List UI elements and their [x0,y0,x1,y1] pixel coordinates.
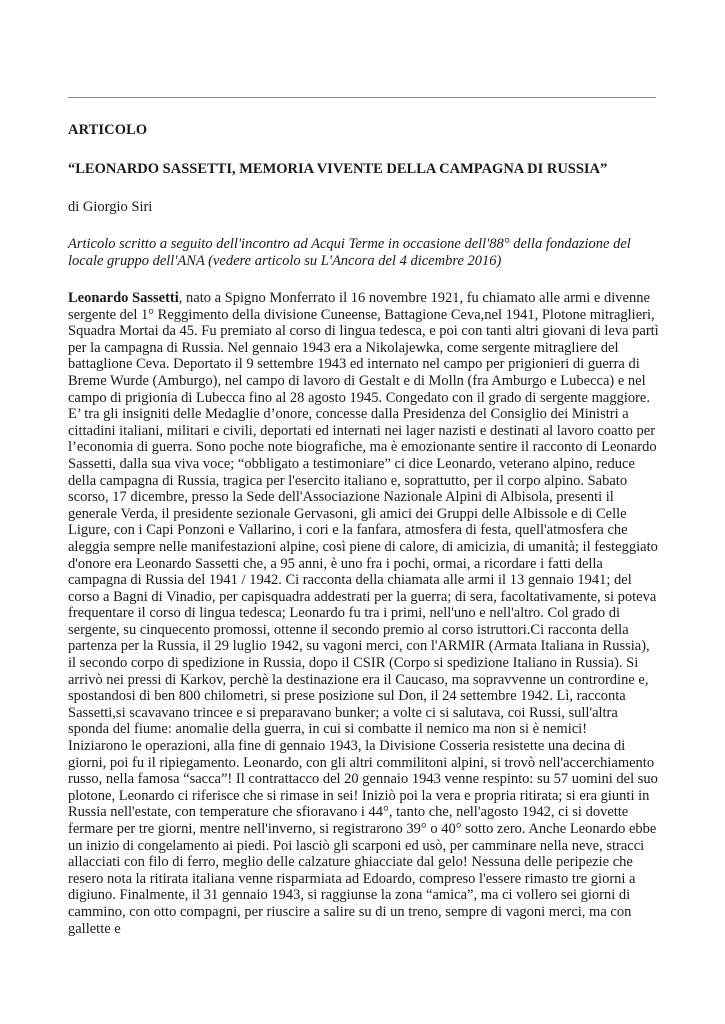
body-paragraph-1: , nato a Spigno Monferrato il 16 novembre 1921, fu chiamato alle armi e divenne sergente del 1° Reggimento della divisione Cuneense, Battagione Ceva,nel 1941, Plotone mitraglieri, Squadra Mortai da 45. Fu premiato al corso di lingua tedesca, e poi con tanti altri giovani di leva partì per la campagna di Russia. Nel gennaio 1943 era a Nikolajewka, come sergente mitragliere del battaglione Ceva. Deportato il 9 settembre 1943 ed internato nel campo per prigionieri di guerra di Breme Wurde (Amburgo), nel campo di lavoro di Gestalt e di Molln (fra Amburgo e Lubecca) e nel campo di prigionia di Lubecca fino al 28 agosto 1945. Congedato con il grado di sergente maggiore. E’ tra gli insigniti delle Medaglie d’onore, concesse dalla Presidenza del Consiglio dei Ministri a cittadini italiani, militari e civili, deportati ed internati nei lager nazisti e destinati al lavoro coatto per l’economia di guerra. Sono poche note biografiche, ma è emozionante sentire il racconto di Leonardo Sassetti, dalla sua viva voce; “obbligato a testimoniare” ci dice Leonardo, veterano alpino, reduce della campagna di Russia, tragica per l'esercito italiano e, soprattutto, per il corpo alpino. Sabato scorso, 17 dicembre, presso la Sede dell'Associazione Nazionale Alpini di Albisola, presenti il generale Verda, il presidente sezionale Gervasoni, gli amici dei Gruppi delle Albissole e di Celle Ligure, con i Capi Ponzoni e Vallarino, i cori e la fanfara, atmosfera di festa, quell'atmosfera che aleggia sempre nelle manifestazioni alpine, così piene di calore, di amicizia, di umanità; il festeggiato d'onore era Leonardo Sassetti che, a 95 anni, è uno fra i pochi, ormai, a ricordare i fatti della campagna di Russia del 1941 / 1942. Ci racconta della chiamata alle armi il 13 gennaio 1941; del corso a Bagni di Vinadio, per capisquadra addestrati per la guerra; di sera, facoltativamente, si poteva frequentare il corso di lingua tedesca; Leonardo fu tra i primi, nell'uno e nell'altro. Col grado di sergente, su cinquecento promossi, ottenne il secondo premio al corso istruttori.Ci racconta della partenza per la Russia, il 29 luglio 1942, su vagoni merci, con l'ARMIR (Armata Italiana in Russia), il secondo corpo di spedizione in Russia, dopo il CSIR (Corpo si spedizione Italiano in Russia). Si arrivò nei pressi di Karkov, perchè la destinazione era il Caucaso, ma sopravvenne un contrordine e, spostandosi di ben 800 chilometri, si prese posizione sul Don, il 24 settembre 1942. Lì, racconta Sassetti,si scavavano trincee e si preparavano bunker; a volte ci si salutava, coi Russi, sull'altra sponda del fiume: anomalie della guerra, in cui si combatte il nemico ma non si è nemici! [68,290,659,738]
body-paragraph-2: Iniziarono le operazioni, alla fine di gennaio 1943, la Divisione Cosseria resistette una decina di giorni, poi fu il ripiegamento. Leonardo, con gli altri commilitoni alpini, si trovò nell'accerchiamento russo, nella famosa “sacca”! Il contrattacco del 20 gennaio 1943 venne respinto: su 57 uomini del suo plotone, Leonardo ci riferisce che si rimase in sei! Iniziò poi la vera e propria ritirata; si era giunti in Russia nell'estate, con temperature che sfioravano i 44°, tanto che, nell'agosto 1942, ci si dovette fermare per tre giorni, mentre nell'inverno, si registrarono 39° o 40° sotto zero. Anche Leonardo ebbe un inizio di congelamento ai piedi. Poi lasciò gli scarponi ed usò, per camminare nella neve, stracci allacciati con filo di ferro, meglio delle calzature ghiacciate dal gelo! Nessuna delle peripezie che resero nota la ritirata italiana venne risparmiata ad Edoardo, compreso l'essere rimasto tre giorni a digiuno. Finalmente, il 31 gennaio 1943, si raggiunse la zona “amica”, ma ci vollero sei giorni di cammino, con otto compagni, per riuscire a salire su di un treno, sempre di vagoni merci, ma con gallette e [68,738,658,937]
article-title: “LEONARDO SASSETTI, MEMORIA VIVENTE DELLA CAMPAGNA DI RUSSIA” [68,161,608,177]
article-body [68,290,660,937]
article-author: di Giorgio Siri [68,199,153,215]
article-subtitle: Articolo scritto a seguito dell'incontro ad Acqui Terme in occasione dell'88° della fondazione del locale gruppo dell'ANA (vedere articolo su L'Ancora del 4 dicembre 2016) [68,236,631,269]
header-divider [68,97,656,98]
lead-name: Leonardo Sassetti [68,290,179,306]
section-label: ARTICOLO [68,122,148,138]
